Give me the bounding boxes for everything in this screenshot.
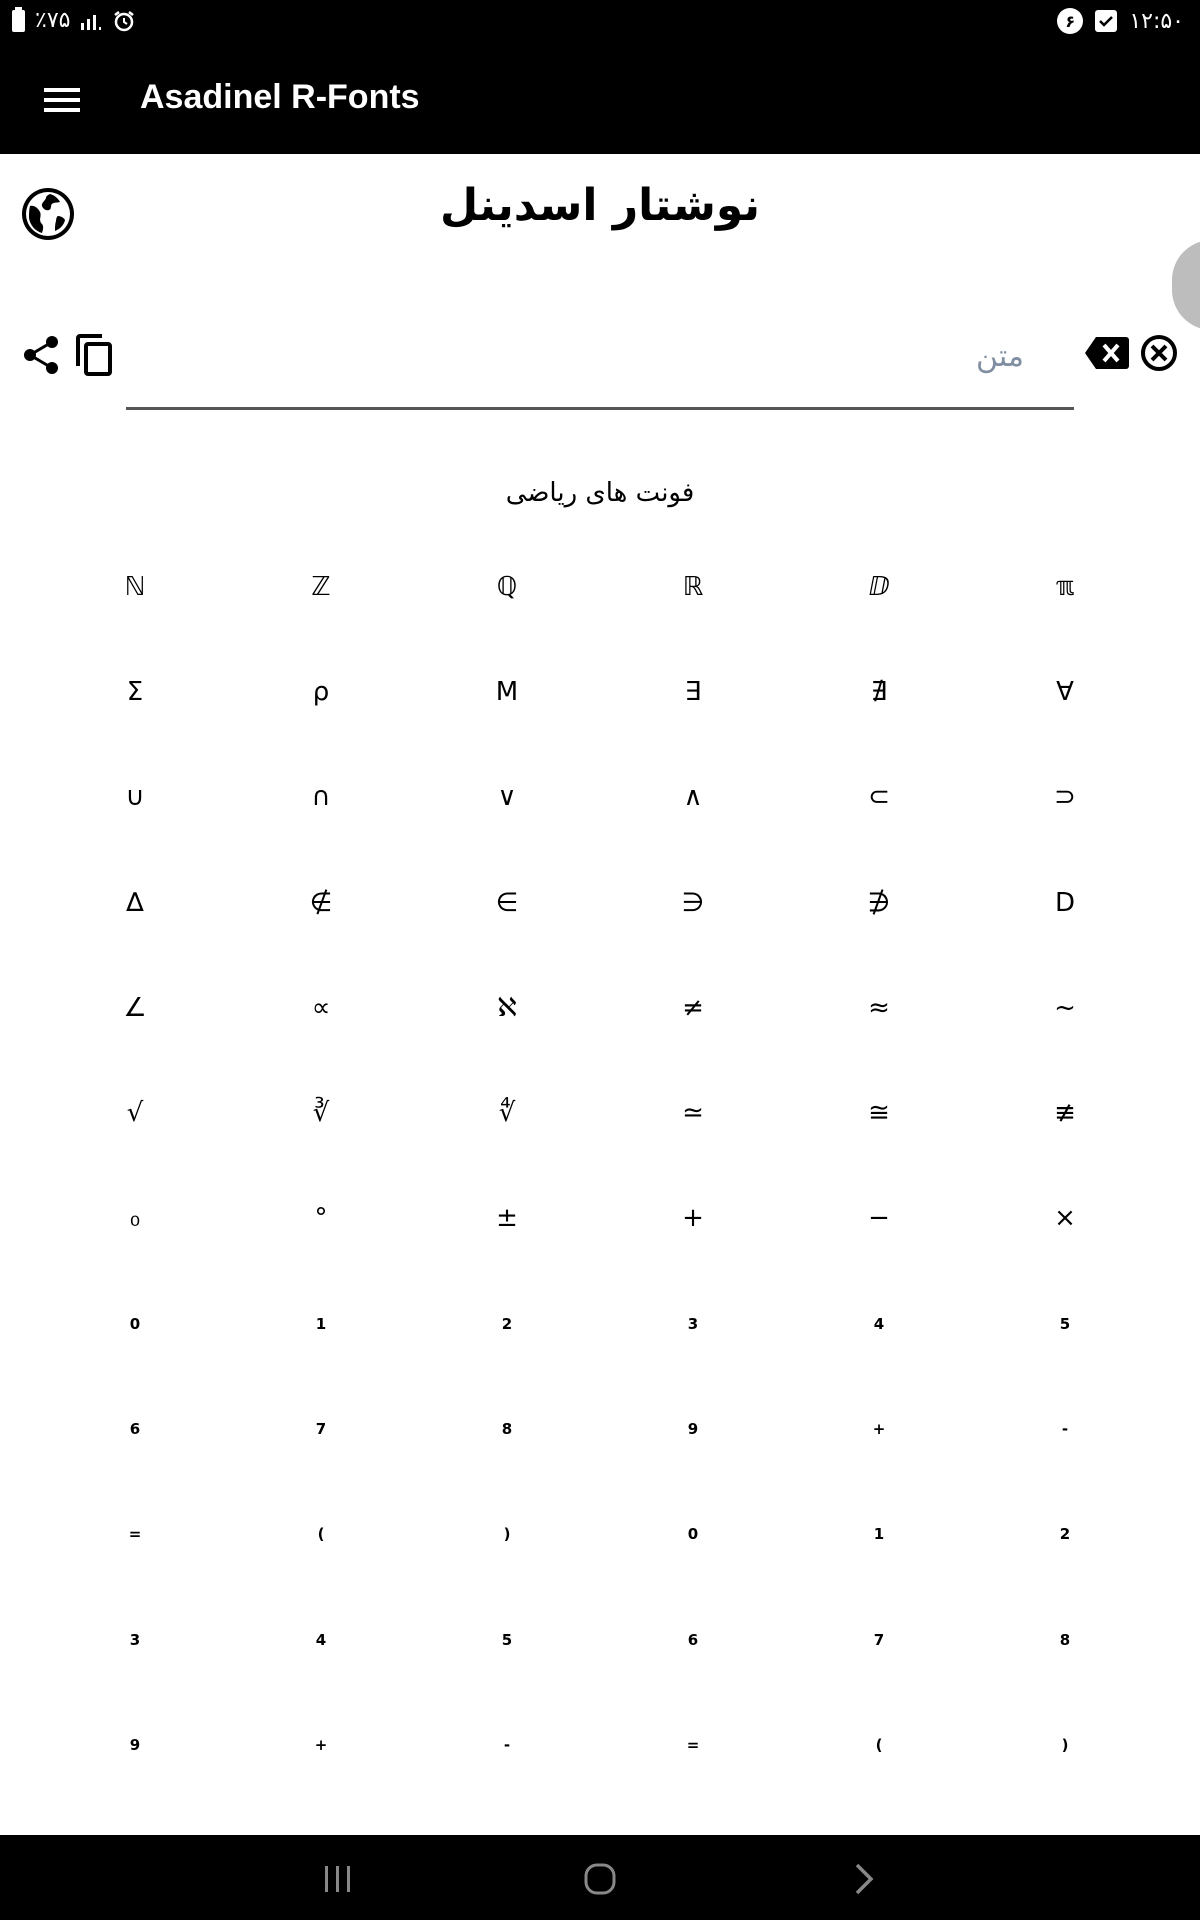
side-panel-handle[interactable] (1172, 240, 1200, 330)
symbol-cell[interactable]: ∜ (498, 1098, 516, 1129)
symbol-cell[interactable]: ⅅ (868, 571, 890, 602)
alarm-icon (112, 9, 136, 33)
symbol-cell[interactable]: ∠ (123, 992, 147, 1023)
symbol-cell[interactable]: ≅ (868, 1098, 890, 1129)
symbol-cell[interactable]: ~ (1054, 992, 1076, 1023)
recents-icon[interactable] (312, 1853, 364, 1905)
back-icon[interactable] (838, 1853, 890, 1905)
symbol-cell[interactable]: 4 (315, 1630, 327, 1649)
home-icon[interactable] (574, 1853, 626, 1905)
symbol-cell[interactable]: 0 (129, 1314, 141, 1333)
symbol-cell[interactable]: = (128, 1525, 142, 1544)
symbol-cell[interactable]: 6 (687, 1630, 699, 1649)
nav-bar (0, 1835, 1200, 1920)
symbol-cell[interactable]: 1 (873, 1525, 885, 1544)
symbol-cell[interactable]: ∃ (684, 676, 702, 707)
symbol-cell[interactable]: ∆ (126, 887, 144, 918)
symbol-cell[interactable]: ℵ (497, 992, 517, 1023)
symbol-cell[interactable]: 0 (687, 1525, 699, 1544)
symbol-cell[interactable]: ∩ (311, 782, 331, 813)
battery-percent: ٪۷۵ (35, 8, 71, 33)
symbol-cell[interactable]: 9 (129, 1735, 141, 1754)
symbol-cell[interactable]: ρ (312, 676, 330, 707)
symbol-cell[interactable]: 2 (1059, 1525, 1071, 1544)
symbol-cell[interactable]: ∨ (497, 782, 517, 813)
symbol-cell[interactable]: ∈ (495, 887, 519, 918)
symbol-cell[interactable]: 7 (873, 1630, 885, 1649)
status-time: ۱۲:۵۰ (1129, 8, 1184, 34)
symbol-cell[interactable]: ∪ (125, 782, 145, 813)
symbol-cell[interactable]: ≃ (682, 1098, 704, 1129)
symbol-cell[interactable]: + (872, 1420, 886, 1439)
status-left (12, 8, 136, 33)
symbol-cell[interactable]: ℤ (311, 571, 331, 602)
check-icon (1095, 10, 1117, 32)
symbol-cell[interactable]: 5 (501, 1630, 513, 1649)
symbol-cell[interactable]: + (314, 1735, 328, 1754)
symbol-cell[interactable]: 6 (129, 1420, 141, 1439)
battery-icon (12, 10, 25, 32)
menu-icon[interactable] (30, 68, 94, 132)
symbol-cell[interactable]: ≠ (682, 992, 704, 1023)
notification-badge: ۶ (1057, 8, 1083, 34)
status-bar (0, 0, 1200, 42)
symbol-cell[interactable]: 3 (687, 1314, 699, 1333)
symbol-cell[interactable]: 7 (315, 1420, 327, 1439)
symbol-cell[interactable]: ⊃ (1054, 782, 1076, 813)
symbol-cell[interactable]: ) (503, 1525, 511, 1544)
symbol-cell[interactable]: 5 (1059, 1314, 1071, 1333)
section-title: فونت های ریاضی (505, 478, 695, 508)
symbol-cell[interactable]: + (682, 1203, 704, 1234)
symbol-cell[interactable]: ₀ (129, 1203, 141, 1234)
symbol-cell[interactable]: ≢ (1054, 1098, 1076, 1129)
symbol-cell[interactable]: 2 (501, 1314, 513, 1333)
symbol-cell[interactable]: ∝ (311, 992, 331, 1023)
symbol-cell[interactable]: 9 (687, 1420, 699, 1439)
backspace-icon[interactable] (1084, 336, 1130, 370)
symbol-cell[interactable]: 3 (129, 1630, 141, 1649)
symbol-cell[interactable]: ∛ (312, 1098, 330, 1129)
symbol-cell[interactable]: ℼ (1055, 571, 1075, 602)
symbol-cell[interactable]: ℕ (124, 571, 146, 602)
signal-icon (80, 11, 102, 31)
symbol-cell[interactable]: Σ (126, 676, 144, 707)
status-right (1057, 8, 1184, 34)
share-icon[interactable] (20, 334, 62, 376)
symbol-cell[interactable]: - (1061, 1420, 1069, 1439)
symbol-cell[interactable]: 1 (315, 1314, 327, 1333)
symbol-cell[interactable]: × (1054, 1203, 1076, 1234)
symbol-cell[interactable]: 8 (1059, 1630, 1071, 1649)
symbol-cell[interactable]: M (495, 676, 519, 707)
symbol-cell[interactable]: ± (496, 1203, 518, 1234)
symbol-cell[interactable]: √ (126, 1098, 144, 1129)
app-bar (0, 42, 1200, 154)
symbol-cell[interactable]: D (1054, 887, 1076, 918)
symbol-cell[interactable]: ( (875, 1735, 883, 1754)
clear-icon[interactable] (1140, 334, 1178, 372)
symbol-cell[interactable]: ∄ (870, 676, 888, 707)
app-title: Asadinel R-Fonts (140, 78, 420, 116)
symbol-cell[interactable]: 8 (501, 1420, 513, 1439)
symbol-cell[interactable]: ° (314, 1203, 328, 1234)
symbol-cell[interactable]: - (503, 1735, 511, 1754)
copy-icon[interactable] (72, 332, 116, 378)
symbol-cell[interactable]: ∉ (309, 887, 333, 918)
input-underline (126, 407, 1074, 410)
text-input[interactable] (128, 328, 1036, 384)
symbol-grid (42, 534, 1158, 1798)
symbol-cell[interactable]: ) (1061, 1735, 1069, 1754)
symbol-cell[interactable]: 4 (873, 1314, 885, 1333)
symbol-cell[interactable]: ℝ (682, 571, 704, 602)
symbol-cell[interactable]: ( (317, 1525, 325, 1544)
symbol-cell[interactable]: = (686, 1735, 700, 1754)
symbol-cell[interactable]: ∧ (683, 782, 703, 813)
symbol-cell[interactable]: ∀ (1056, 676, 1074, 707)
symbol-cell[interactable]: ℚ (496, 571, 518, 602)
symbol-cell[interactable]: ∌ (867, 887, 891, 918)
page-title: نوشتار اسدینل (439, 180, 761, 231)
symbol-cell[interactable]: − (868, 1203, 890, 1234)
symbol-cell[interactable]: ≈ (868, 992, 890, 1023)
symbol-cell[interactable]: ⊂ (868, 782, 890, 813)
symbol-cell[interactable]: ∋ (681, 887, 705, 918)
